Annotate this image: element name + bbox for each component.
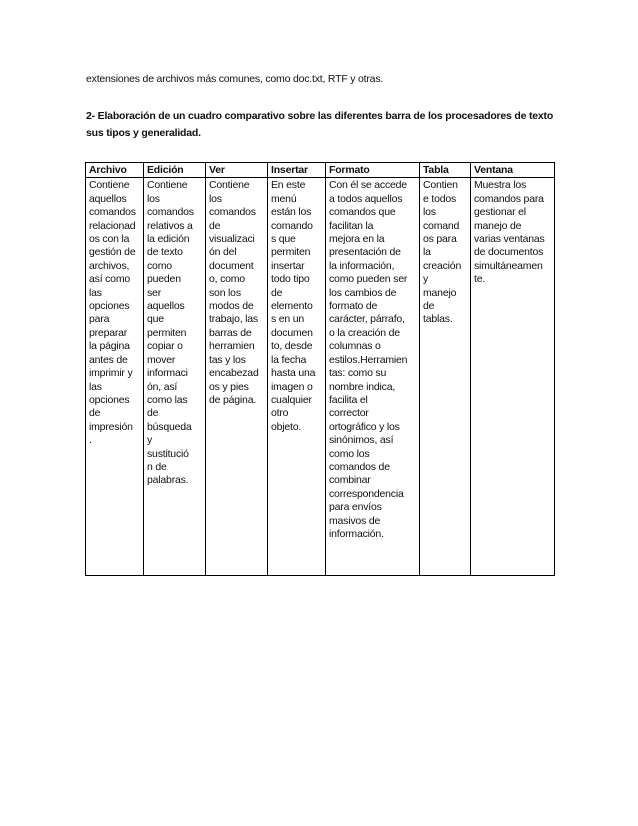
header-ventana: Ventana — [471, 163, 555, 178]
header-archivo: Archivo — [86, 163, 144, 178]
cell-tabla: Contien e todos los comand os para la creación y manejo de tablas. — [420, 178, 471, 576]
intro-text: extensiones de archivos más comunes, como doc.txt, RTF y otras. — [86, 73, 384, 85]
comparison-table — [85, 162, 555, 576]
cell-ver: Contiene los comandos de visualizaci ón del document o, como son los modos de trabajo, las barras de herramien tas y los encabezad os y pies de página. — [206, 178, 268, 576]
header-ver: Ver — [206, 163, 268, 178]
header-formato: Formato — [326, 163, 420, 178]
cell-formato: Con él se accede a todos aquellos comandos que facilitan la mejora en la presentación de la información, como pueden ser los cambios de formato de carácter, párrafo, o la creación de columnas o estilos.Herramien tas: como su nombre indica, facilita el corrector ortográfico y los sinónimos, así como los comandos de combinar correspondencia para envíos masivos de información. — [326, 178, 420, 576]
table-row — [86, 178, 555, 576]
cell-insertar: En este menú están los comando s que permiten insertar todo tipo de elemento s en un documen to, desde la fecha hasta una imagen o cualquier otro objeto. — [268, 178, 326, 576]
cell-ventana: Muestra los comandos para gestionar el manejo de varias ventanas de documentos simultáneamen te. — [471, 178, 555, 576]
header-insertar: Insertar — [268, 163, 326, 178]
section-heading: 2- Elaboración de un cuadro comparativo sobre las diferentes barra de los procesadores de texto sus tipos y generalidad. — [86, 110, 554, 139]
cell-archivo: Contiene aquellos comandos relacionad os con la gestión de archivos, así como las opciones para preparar la página antes de imprimir y las opciones de impresión . — [86, 178, 144, 576]
header-tabla: Tabla — [420, 163, 471, 178]
cell-edicion: Contiene los comandos relativos a la edición de texto como pueden ser aquellos que permiten copiar o mover informaci ón, así como las de búsqueda y sustitució n de palabras. — [144, 178, 206, 576]
header-edicion: Edición — [144, 163, 206, 178]
table-header-row — [86, 163, 555, 178]
